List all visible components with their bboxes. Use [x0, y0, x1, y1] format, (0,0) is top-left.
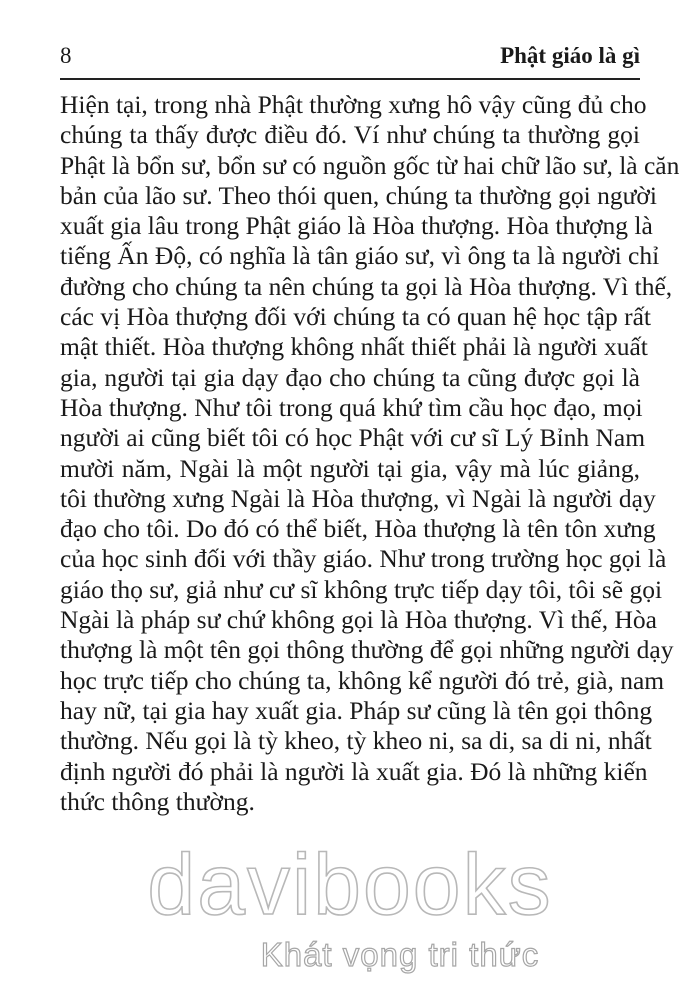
text-line: hay nữ, tại gia hay xuất gia. Pháp sư cũng là tên gọi thông — [60, 695, 653, 725]
text-line: thường. Nếu gọi là tỳ kheo, tỳ kheo ni, sa di, sa di ni, nhất — [60, 726, 652, 756]
page-number: 8 — [60, 43, 72, 68]
text-line: xuất gia lâu trong Phật giáo là Hòa thượng. Hòa thượng là — [60, 211, 653, 241]
text-line: Hòa thượng. Như tôi trong quá khứ tìm cầu học đạo, mọi — [60, 392, 643, 422]
text-line: mười năm, Ngài là một người tại gia, vậy mà lúc giảng, — [60, 453, 640, 483]
body-text — [60, 90, 680, 817]
text-line: gia, người tại gia dạy đạo cho chúng ta cũng được gọi là — [60, 362, 640, 392]
watermark-slogan: Khát vọng tri thức — [260, 936, 540, 973]
text-line: Hiện tại, trong nhà Phật thường xưng hô vậy cũng đủ cho — [60, 90, 647, 119]
text-line: chúng ta thấy được điều đó. Ví như chúng ta thường gọi — [60, 120, 640, 150]
text-line: bản của lão sư. Theo thói quen, chúng ta thường gọi người — [60, 180, 657, 210]
text-line: người ai cũng biết tôi có học Phật với cư sĩ Lý Bỉnh Nam — [60, 423, 646, 453]
text-line: tiếng Ấn Độ, có nghĩa là tân giáo sư, vì ông ta là người chỉ — [60, 241, 660, 271]
text-line: định người đó phải là người là xuất gia. Đó là những kiến — [60, 756, 648, 786]
watermark — [0, 838, 700, 986]
text-line: đạo cho tôi. Do đó có thể biết, Hòa thượng là tên tôn xưng — [60, 514, 656, 544]
text-line: Ngài là pháp sư chứ không gọi là Hòa thượng. Vì thế, Hòa — [60, 605, 657, 635]
page-header — [60, 38, 640, 80]
text-line: đường cho chúng ta nên chúng ta gọi là Hòa thượng. Vì thế, — [60, 271, 673, 301]
text-line: tôi thường xưng Ngài là Hòa thượng, vì Ngài là người dạy — [60, 483, 656, 513]
text-line: thức thông thường. — [60, 786, 255, 816]
running-title: Phật giáo là gì — [500, 43, 640, 68]
text-line: mật thiết. Hòa thượng không nhất thiết phải là người xuất — [60, 332, 648, 362]
text-line: thượng là một tên gọi thông thường để gọi những người dạy — [60, 635, 674, 665]
text-line: giáo thọ sư, giả như cư sĩ không trực tiếp dạy tôi, tôi sẽ gọi — [60, 574, 663, 604]
text-line: các vị Hòa thượng đối với chúng ta có quan hệ học tập rất — [60, 302, 651, 332]
text-line: học trực tiếp cho chúng ta, không kể người đó trẻ, già, nam — [60, 665, 665, 695]
text-line: của học sinh đối với thầy giáo. Như trong trường học gọi là — [60, 544, 667, 574]
watermark-brand: davibooks — [147, 838, 553, 933]
text-line: Phật là bổn sư, bổn sư có nguồn gốc từ hai chữ lão sư, là căn — [60, 150, 680, 180]
